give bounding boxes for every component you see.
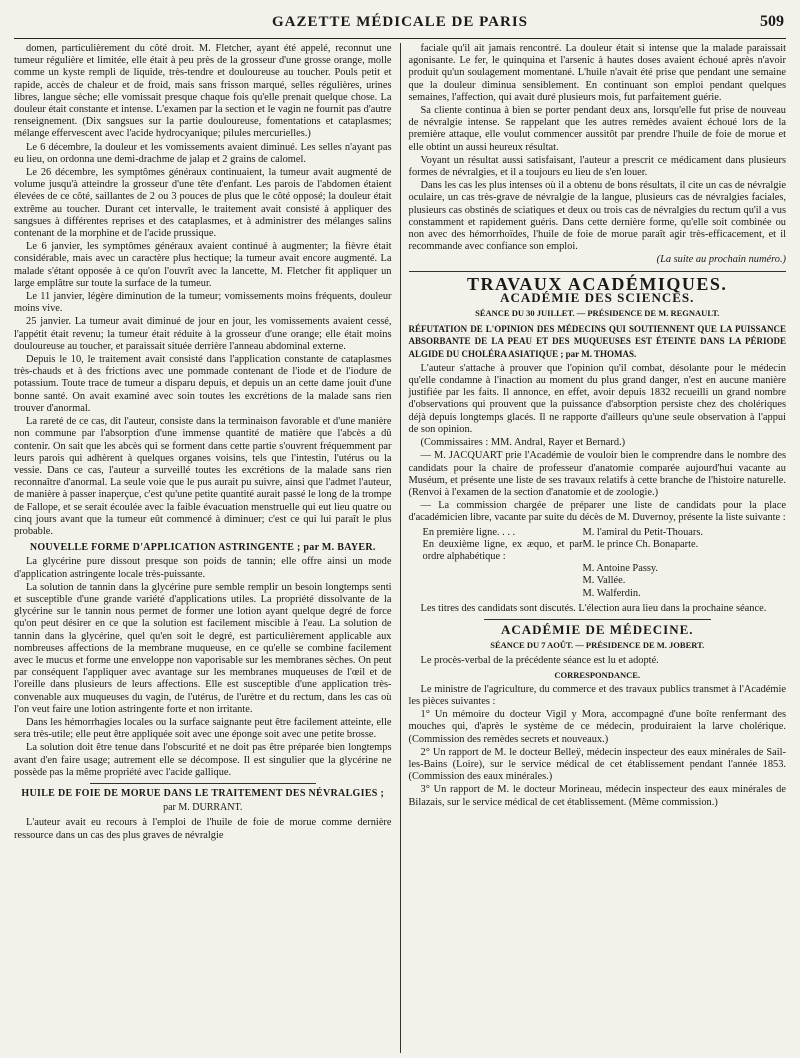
paragraph: Depuis le 10, le traitement avait consisté dans l'application constante de cataplasmes très-chauds et à des frictions avec une pommade contenant de l'iode et de l'iodure de potassium. Toute trace de tumeur a disparu depuis, et depuis un an cette dame jouit d'une bonne santé. On avait examiné avec soin toutes les excrétions de la malade sans rien trouver d'anormal. — [14, 354, 392, 414]
paragraph: La solution de tannin dans la glycérine pure semble remplir un besoin longtemps senti et susceptible d'une grande variété d'applications utiles. La propriété dissolvante de la glycérine sur le tannin nous permet de former une lotion ayant quelque degré de force qu'on peut désirer en ce que la solution est facilement miscible à l'eau. La solution de tannin dans la glycérine, quel qu'en soit le degré, est particulièrement applicable aux nombreuses affections de la membrane muqueuse, en ce qu'elle se combine facilement avec le mucus et forme une enveloppe non vaporisable sur les membranes sèches. On peut par conséquent l'appliquer avec avantage sur les membranes muqueuses de l'œil et de l'oreille dans plusieurs de leurs affections. Elle est susceptible d'une application très-convenable aux muqueuses du vagin, de l'utérus, de l'urètre et du rectum, dans les cas où l'on veut faire une lotion astringente forte et non irritante. — [14, 581, 392, 715]
paragraph: Le ministre de l'agriculture, du commerce et des travaux publics transmet à l'Académie les pièces suivantes : — [408, 683, 786, 707]
section-heading-travaux: TRAVAUX ACADÉMIQUES. — [467, 273, 728, 294]
left-column — [14, 43, 400, 1053]
paragraph: Le 6 janvier, les symptômes généraux avaient continué à augmenter; la fièvre était considérable, mais avec un caractère plus hectique; la tumeur avait encore augmenté. La malade s'étant opposée à ce qu'on l'ouvrît avec la lancette, M. Fletcher fit appliquer un large emplâtre sur toute la surface de la tumeur. — [14, 241, 392, 289]
candidate-rank — [423, 563, 583, 575]
paragraph: Sa cliente continua à bien se porter pendant deux ans, lorsqu'elle fut prise de nouveau de névralgie intense. Se rappelant que les autres remèdes avaient échoué lors de la première attaque, elle voulut commencer aussitôt par prendre l'huile de foie de morue et elle obtint un aussi heureux résultat. — [408, 105, 786, 153]
two-column-body — [14, 43, 786, 1053]
paragraph: Dans les hémorrhagies locales ou la surface saignante peut être facilement atteinte, elle sera très-utile; elle peut être appliquée soit avec une éponge soit avec une petite brosse. — [14, 716, 392, 741]
candidate-name: M. Antoine Passy. — [582, 563, 659, 575]
paragraph: — M. JACQUART prie l'Académie de vouloir bien le comprendre dans le nombre des candidats pour la chaire de professeur d'anatomie comparée aujourd'hui vacante au Muséum, et présente une liste de ses travaux relatifs à cette branche de l'histoire naturelle. (Renvoi à l'examen de la section d'anatomie et de zoologie.) — [408, 450, 786, 498]
candidate-rank — [423, 588, 583, 600]
paragraph: — La commission chargée de préparer une liste de candidats pour la place d'académicien libre, vacante par suite du décès de M. Duvernoy, présente la liste suivante : — [408, 500, 786, 524]
paragraph: domen, particulièrement du côté droit. M. Fletcher, ayant été appelé, reconnut une tumeur régulière et limitée, elle était à peu près de la grosseur d'une grosse orange, molle comme un kyste rempli de liquide, très-tendre et douloureuse au toucher. Pouls petit et rapide, accès de chaleur et de froid, mais sans frisson marqué, selles régulières, urines libres, langue sèche; elle vomissait presque chaque fois qu'elle prenait quelque chose. La douleur était constante et intense. L'examen par la section et le vagin ne fournit pas d'autre renseignement. (Dix sangsues sur la partie douloureuse, fomentations et cataplasmes; mélange effervescent avec l'acide hydrocyanique; pilules mercurielles.) — [14, 43, 392, 140]
candidate-rank: En première ligne. . . . — [422, 526, 516, 538]
paragraph: L'auteur avait eu recours à l'emploi de l'huile de foie de morue comme dernière ressource dans un cas des plus graves de névralgie — [14, 817, 392, 841]
paragraph: 1° Un mémoire du docteur Vigil y Mora, accompagné d'une boîte renfermant des mouches qui, d'après le système de ce médecin, produiraient la larve cholérique. (Commission des remèdes secrets et nouveaux.) — [408, 709, 786, 745]
section-divider — [90, 783, 317, 784]
paragraph: La glycérine pure dissout presque son poids de tannin; elle offre ainsi un mode d'application astringente locale très-puissante. — [14, 556, 392, 580]
candidate-rank: En deuxième ligne, ex æquo, et par ordre alphabétique : — [422, 538, 583, 562]
session-line: SÉANCE DU 7 AOÛT. — PRÉSIDENCE DE M. JOBERT. — [490, 640, 705, 651]
paragraph: Dans les cas les plus intenses où il a obtenu de bons résultats, il cite un cas de névralgie oculaire, un cas très-grave de névralgie de la langue, plusieurs cas de névralgies faciales, plusieurs cas obstinés de sciatiques et deux ou trois cas de névralgies du rectum qu'il a vus constamment et rapidement guéris. Dans cette dernière forme, qu'elle soit combinée ou non avec des hémorrhoïdes, l'huile de foie de morue paraît agir très-efficacement, et il recommande avec confiance son emploi. — [408, 180, 786, 253]
paragraph: Le 26 décembre, les symptômes généraux continuaient, la tumeur avait augmenté de volume jusqu'à atteindre la grosseur d'une tête d'enfant. Les parois de l'abdomen étaient élevées de ce côté, saillantes de 2 ou 3 pouces de plus que le côté opposé; la douleur était extrême au toucher. Durant cet intervalle, le traitement avait consisté à appliquer des sangsues à différentes reprises et des cataplasmes, et à administrer des mélanges salins contenant de la morphine et de l'acide prussique. — [14, 167, 392, 240]
article-title: RÉFUTATION DE L'OPINION DES MÉDECINS QUI SOUTIENNENT QUE LA PUISSANCE ABSORBANTE DE LA PEAU ET DES MUQUEUSES EST ÉTEINTE DANS LA PÉRIODE ALGIDE DU CHOLÉRA ASIATIQUE ; par M. THOMAS. — [408, 324, 786, 359]
candidate-name: M. Walferdin. — [582, 587, 641, 599]
paragraph: Les titres des candidats sont discutés. L'élection aura lieu dans la prochaine séance. — [420, 602, 767, 614]
section-author: par M. DURRANT. — [163, 802, 243, 814]
correspondence-heading: CORRESPONDANCE. — [554, 669, 641, 680]
candidate-name: M. l'amiral du Petit-Thouars. — [582, 526, 703, 538]
paragraph: 3° Un rapport de M. le docteur Morineau, médecin inspecteur des eaux minérales de Bilazais, sur le service médical de cet établissement. (Même commission.) — [408, 784, 786, 808]
academy-heading: ACADÉMIE DES SCIENCES. — [500, 289, 695, 305]
candidate-name: M. le prince Ch. Bonaparte. — [582, 538, 699, 550]
paragraph: faciale qu'il ait jamais rencontré. La douleur était si intense que la malade paraissait agonisante. Le fer, le quinquina et l'arsenic à hautes doses avaient échoué après n'avoir produit qu'un soulagement momentané. L'huile n'avait été prise que pendant une semaine que la douleur diminua sensiblement. En continuant son emploi pendant quelques semaines, l'affection, qui avait duré plusieurs mois, fut parfaitement guérie. — [408, 43, 786, 103]
section-divider — [484, 619, 711, 620]
paragraph: 25 janvier. La tumeur avait diminué de jour en jour, les vomissements avaient cessé, l'appétit était revenu; la tumeur était réduite à la grosseur d'une orange; elle était moins douloureuse au toucher, et paraissait située derrière l'anneau abdominal externe. — [14, 316, 392, 352]
session-line: SÉANCE DU 30 JUILLET. — PRÉSIDENCE DE M. REGNAULT. — [475, 308, 720, 319]
paragraph: Le 6 décembre, la douleur et les vomissements avaient diminué. Les selles n'ayant pas eu lieu, on ordonna une demi-drachme de jalap et 2 grains de calomel. — [14, 141, 392, 165]
running-title: GAZETTE MÉDICALE DE PARIS — [271, 14, 528, 30]
section-divider — [409, 271, 787, 272]
paragraph: 2° Un rapport de M. le docteur Belleÿ, médecin inspecteur des eaux minérales de Sail-les-Bains (Loire), sur le service médical de cet établissement pendant l'année 1853. (Commission des eaux minérales.) — [408, 746, 786, 783]
section-title: NOUVELLE FORME D'APPLICATION ASTRINGENTE ; par M. BAYER. — [29, 542, 376, 554]
page-header — [14, 12, 786, 39]
academy-heading: ACADÉMIE DE MÉDECINE. — [500, 621, 694, 637]
candidate-rank — [423, 575, 583, 587]
paragraph: La rareté de ce cas, dit l'auteur, consiste dans la terminaison favorable et d'une manière non commune par l'absorption d'une immense quantité de matière que l'abcès a dû contenir. On sait que les abcès qui se forment dans cette partie s'ouvrent fréquemment par leurs parois qui adhèrent à quelques organes voisins, tels que l'intestin, l'utérus ou la vessie. Dans ce cas, l'auteur a surveillé toutes les excrétions de la malade sans rien reconnaître d'anormal. La seule voie que le pus aurait pu suivre, ainsi que l'admet l'auteur, de manière à passer inaperçue, c'est qu'une petite quantité aurait passé le long de la trompe de Fallope, et se serait écoulée avec la faible évacuation menstruelle qui eut lieu quatre ou cinq jours avant que la tumeur eût commencé à diminuer; c'est ce qui lui paraît le plus probable. — [14, 416, 392, 537]
paragraph: Le 11 janvier, légère diminution de la tumeur; vomissements moins fréquents, douleur moins vive. — [14, 291, 392, 315]
candidate-list — [423, 527, 787, 600]
paragraph: La solution doit être tenue dans l'obscurité et ne doit pas être préparée bien longtemps avant d'en faire usage; autrement elle se décompose. Il est singulier que la glycérine ne possède pas la même propriété avec l'acide gallique. — [14, 742, 392, 778]
page-number: 509 — [760, 13, 784, 30]
paragraph: Le procès-verbal de la précédente séance est lu et adopté. — [420, 655, 659, 667]
section-title: HUILE DE FOIE DE MORUE DANS LE TRAITEMENT DES NÉVRALGIES ; — [21, 787, 385, 799]
paragraph: L'auteur s'attache à prouver que l'opinion qu'il combat, désolante pour le médecin qu'elle condamne à l'inaction au moment du plus grand danger, n'est en aucune manière justifiée par les faits. Il annonce, en effet, avoir depuis 1832 recueilli un grand nombre d'observations qui prouvent que la puissance d'absorption persiste chez des cholériques déjà depuis longtemps glacés. Il ne rapporte d'ailleurs qu'une seule observation à l'appui de son opinion. — [408, 362, 786, 435]
paragraph: Voyant un résultat aussi satisfaisant, l'auteur a prescrit ce médicament dans plusieurs formes de névralgies, et il a toujours eu lieu de s'en louer. — [408, 154, 786, 179]
right-column — [400, 43, 787, 1053]
commission-note: (Commissaires : MM. Andral, Rayer et Bernard.) — [420, 437, 626, 449]
continuation-note: (La suite au prochain numéro.) — [656, 254, 786, 266]
candidate-name: M. Vallée. — [582, 575, 626, 587]
